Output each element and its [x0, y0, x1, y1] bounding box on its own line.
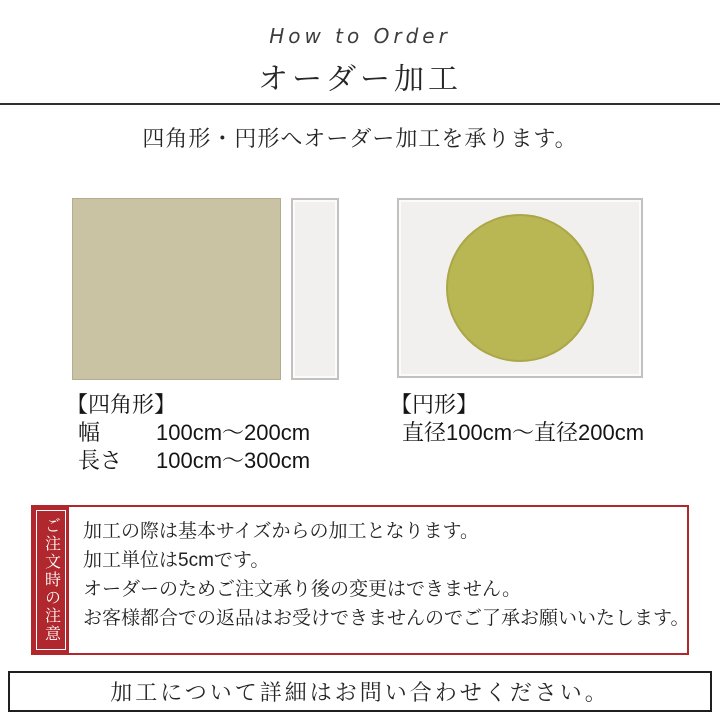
intro-text: 四角形・円形へオーダー加工を承ります。 [142, 126, 578, 151]
contact-footer-box [8, 671, 712, 712]
rectangle-spec-block [66, 391, 310, 475]
rectangle-rug-swatch [72, 198, 281, 380]
header-divider [0, 103, 720, 105]
rectangle-width-value: 100cm〜200cm [156, 420, 311, 445]
page-title: オーダー加工 [258, 63, 462, 96]
circle-spec-block [390, 391, 644, 447]
rectangle-length-row [66, 447, 310, 475]
side-strip-swatch [291, 198, 339, 380]
order-notice-box [31, 505, 689, 655]
rectangle-length-value: 100cm〜300cm [156, 448, 311, 473]
notice-body [69, 507, 697, 653]
notice-line: 加工単位は5cmです。 [83, 550, 270, 571]
circle-rug-panel [397, 198, 643, 378]
how-to-order-script-heading: How to Order [269, 24, 451, 48]
notice-tab-frame [36, 510, 66, 650]
notice-line: お客様都合での返品はお受けできませんのでご了承お願いいたします。 [83, 608, 690, 629]
circle-spec-label: 【円形】 [390, 392, 479, 417]
notice-tab [33, 507, 69, 653]
notice-tab-label: ご注文時の注意 [42, 517, 60, 643]
rectangle-length-name: 長さ [78, 448, 123, 473]
circle-diameter-value: 直径100cm〜直径200cm [402, 420, 645, 445]
rectangle-spec-label: 【四角形】 [66, 392, 177, 417]
notice-line: 加工の際は基本サイズからの加工となります。 [83, 521, 479, 542]
rectangle-width-name: 幅 [78, 420, 101, 445]
contact-footer-text: 加工について詳細はお問い合わせください。 [110, 680, 610, 705]
notice-line: オーダーのためご注文承り後の変更はできません。 [83, 579, 522, 600]
rectangle-width-row [66, 419, 310, 447]
circle-rug-swatch [446, 214, 594, 362]
